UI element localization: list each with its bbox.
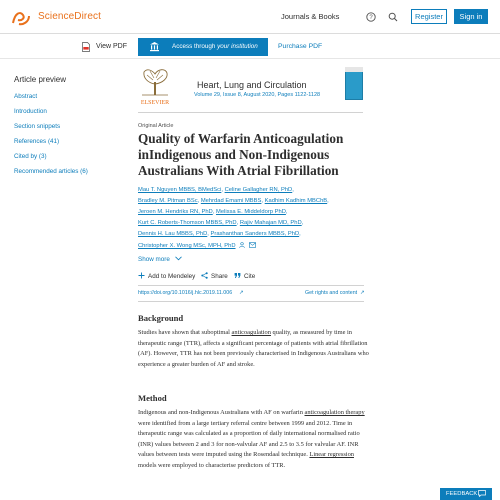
share-button[interactable] xyxy=(201,272,228,280)
sidebar-item-references[interactable]: References (41) xyxy=(14,138,60,145)
search-icon[interactable] xyxy=(388,12,398,22)
rights-content-link[interactable]: Get rights and content xyxy=(305,290,358,296)
author-link[interactable]: Dennis H. Lau MBBS, PhD xyxy=(138,231,208,237)
article-type: Original Article xyxy=(138,123,174,129)
journal-volume-info[interactable]: Volume 29, Issue 8, August 2020, Pages 1122-1128 xyxy=(194,92,321,98)
sign-in-button[interactable]: Sign in xyxy=(454,9,488,24)
institution-icon xyxy=(149,41,160,52)
journal-cover-band xyxy=(345,67,363,72)
author-link[interactable]: Mau T. Nguyen MBBS, BMedSci xyxy=(138,187,222,193)
author-line-4: Kurt C. Roberts-Thomson MBBS, PhD, Rajiv Mahajan MD, PhD, xyxy=(138,220,304,226)
external-link-icon: ↗ xyxy=(239,290,244,296)
quote-icon xyxy=(234,272,241,279)
doi-link[interactable]: https://doi.org/10.1016/j.hlc.2019.11.006 xyxy=(138,290,233,296)
author-line-3: Jeroen M. Hendriks RN, PhD, Melissa E. Middeldorp PhD, xyxy=(138,209,288,215)
show-more-label: Show more xyxy=(138,256,170,263)
doi-divider-bottom xyxy=(138,301,364,302)
sidebar-item-cited-by[interactable]: Cited by (3) xyxy=(14,153,47,160)
publisher-logo-text: ELSEVIER xyxy=(140,100,170,106)
author-line-6 xyxy=(138,242,256,249)
anticoagulation-therapy-link[interactable]: anticoagulation therapy xyxy=(304,409,365,416)
author-link[interactable]: Rajiv Mahajan MD, PhD xyxy=(239,220,302,226)
share-icon xyxy=(201,272,208,279)
anticoagulation-link[interactable]: anticoagulation xyxy=(231,329,271,336)
add-to-mendeley-label: Add to Mendeley xyxy=(148,273,196,280)
author-link[interactable]: Jeroen M. Hendriks RN, PhD xyxy=(138,209,213,215)
author-line-1: Mau T. Nguyen MBBS, BMedSci, Celine Gallagher RN, PhD, xyxy=(138,187,294,193)
author-line-2: Bradley M. Pitman BSc, Mehrdad Emami MBBS, Kadhim Kadhim MBChB, xyxy=(138,198,329,204)
show-more-toggle[interactable] xyxy=(138,256,182,263)
chat-bubble-icon xyxy=(478,490,486,497)
sciencedirect-logo-icon[interactable] xyxy=(10,9,32,27)
person-icon[interactable] xyxy=(239,242,245,248)
author-link[interactable]: Mehrdad Emami MBBS xyxy=(200,198,262,204)
author-link[interactable]: Kadhim Kadhim MBChB xyxy=(264,198,328,204)
purchase-pdf-link[interactable]: Purchase PDF xyxy=(278,43,323,50)
sidebar-item-section-snippets[interactable]: Section snippets xyxy=(14,123,61,130)
share-label: Share xyxy=(211,273,228,280)
method-paragraph: Indigenous and non-Indigenous Australians with AF on warfarin anticoagulation therapy were identified from a large tertiary referral centre between 1999 and 2012. Time in therapeutic range was calculated as a proportion of daily international normalised ratio (INR) values between 2 and 3 for non-valvular AF and 2.5 to 3.5 for valvular AF. INR values between tests were imputed using the Rosendaal technique. Linear regression models were employed to characterise predictors of TTR. xyxy=(138,409,365,469)
email-icon[interactable] xyxy=(249,242,256,248)
author-link[interactable]: Kurt C. Roberts-Thomson MBBS, PhD xyxy=(138,220,237,226)
svg-text:?: ? xyxy=(369,15,373,22)
journal-title[interactable]: Heart, Lung and Circulation xyxy=(197,80,307,90)
method-heading: Method xyxy=(138,393,167,403)
view-pdf-link[interactable]: View PDF xyxy=(96,43,127,50)
linear-regression-link[interactable]: Linear regression xyxy=(309,451,354,459)
help-icon[interactable] xyxy=(366,12,376,22)
brand-name[interactable]: ScienceDirect xyxy=(38,11,101,22)
background-heading: Background xyxy=(138,313,184,323)
pdf-icon xyxy=(82,42,90,52)
author-link[interactable]: Celine Gallagher RN, PhD xyxy=(224,187,293,193)
add-to-mendeley-button[interactable] xyxy=(138,272,195,280)
sidebar-title: Article preview xyxy=(14,75,67,84)
doi-divider-top xyxy=(138,285,364,286)
article-title: Quality of Warfarin Anticoagulation inIndigenous and Non-Indigenous Australians With Atrial Fibrillation xyxy=(138,131,344,178)
journals-books-link[interactable]: Journals & Books xyxy=(281,12,340,21)
author-link[interactable]: Christopher X. Wong MSc, MPH, PhD xyxy=(138,243,236,249)
sidebar-item-introduction[interactable]: Introduction xyxy=(14,108,47,115)
background-paragraph: Studies have shown that suboptimal anticoagulation quality, as measured by time in therapeutic range (TTR), affects a significant percentage of patients with atrial fibrillation (AF). However, TTR has not been previously characterised in Indigenous Australians who experience a greater burden of AF and stroke. xyxy=(138,329,369,368)
author-line-5: Dennis H. Lau MBBS, PhD, Prashanthan Sanders MBBS, PhD, xyxy=(138,231,301,237)
register-button[interactable]: Register xyxy=(411,9,447,24)
access-institution-label[interactable]: Access through your institution xyxy=(172,43,258,50)
plus-icon xyxy=(138,272,145,279)
cite-button[interactable] xyxy=(234,272,255,280)
journal-divider xyxy=(138,112,363,113)
sidebar-item-recommended[interactable]: Recommended articles (6) xyxy=(14,168,88,175)
chevron-down-icon xyxy=(175,256,182,261)
author-link[interactable]: Prashanthan Sanders MBBS, PhD xyxy=(210,231,300,237)
article-toolbar xyxy=(0,35,500,59)
elsevier-logo[interactable] xyxy=(138,66,172,106)
feedback-button[interactable]: FEEDBACK xyxy=(440,488,492,500)
cite-label: Cite xyxy=(244,273,256,280)
sidebar-item-abstract[interactable]: Abstract xyxy=(14,93,38,100)
author-link[interactable]: Bradley M. Pitman BSc xyxy=(138,198,198,204)
author-link[interactable]: Melissa E. Middeldorp PhD xyxy=(215,209,286,215)
top-header xyxy=(0,0,500,34)
rights-link-arrow-icon: ↗ xyxy=(360,290,365,296)
